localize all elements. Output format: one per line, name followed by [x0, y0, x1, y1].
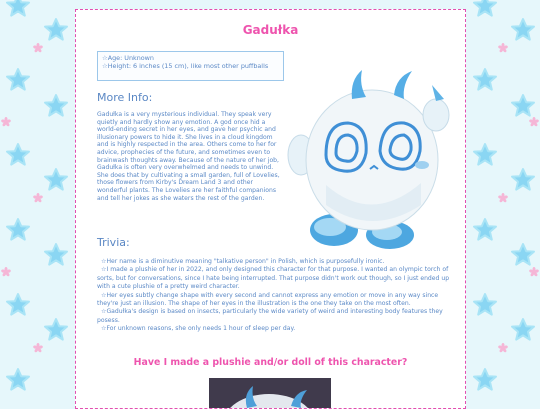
height-field: ☆Height: 6 inches (15 cm), like most other puffballs: [102, 62, 269, 71]
trivia-heading: Trivia:: [97, 236, 130, 249]
page-title: Gadułka: [242, 23, 299, 37]
more-info-text: Gadułka is a very mysterious individual. They speak very quietly and hardly show any emotion. A god once hid a world-ending secret in her eyes, and gave her psychic and illusionary powers to hide it. She lives in a cloud kingdom and is highly respected in the area. Others come to her for advice, prophecies of the future, and sometimes even to brainwash thoughts away. Because of the nature of her job, Gadułka is often very overwhelmed and needs to unwind. She does that by cultivating a small garden, full of Lovelies, those flowers from Kirby's Dream Land 3 and other wonderful plants. The Lovelies are her faithful companions and tell her jokes as she waters the rest of the garden.: [97, 111, 280, 202]
list-item: ☆For unknown reasons, she only needs 1 hour of sleep per day.: [101, 325, 296, 333]
content-panel: [75, 9, 466, 409]
list-item: ☆Her eyes subtly change shape with every second and cannot express any emotion or move in any way since they're just an illusion. The shape of her eyes in the illustration is the one they take on the most often.: [97, 291, 439, 308]
info-box: [97, 51, 284, 81]
plushie-question-heading: Have I made a plushie and/or doll of this character?: [133, 357, 408, 368]
plushie-photo: [209, 378, 331, 409]
list-item: ☆Gadułka's design is based on insects, particularly the wide variety of weird and interesting body features they posess.: [97, 308, 443, 324]
list-item: ☆I made a plushie of her in 2022, and only designed this character for that purpose. I wanted an olympic torch of sorts, but for conversations, since I hate being interrupted. That purpose didn't work out though, so I just ended up with a cute plushie of a pretty weird character.: [97, 266, 450, 291]
trivia-list: [97, 258, 461, 334]
more-info-heading: More Info:: [97, 91, 153, 104]
age-field: ☆Age: Unknown: [102, 54, 154, 62]
list-item: ☆Her name is a diminutive meaning "talkative person" in Polish, which is purposefully ironic.: [101, 258, 385, 265]
character-illustration: [286, 55, 462, 255]
